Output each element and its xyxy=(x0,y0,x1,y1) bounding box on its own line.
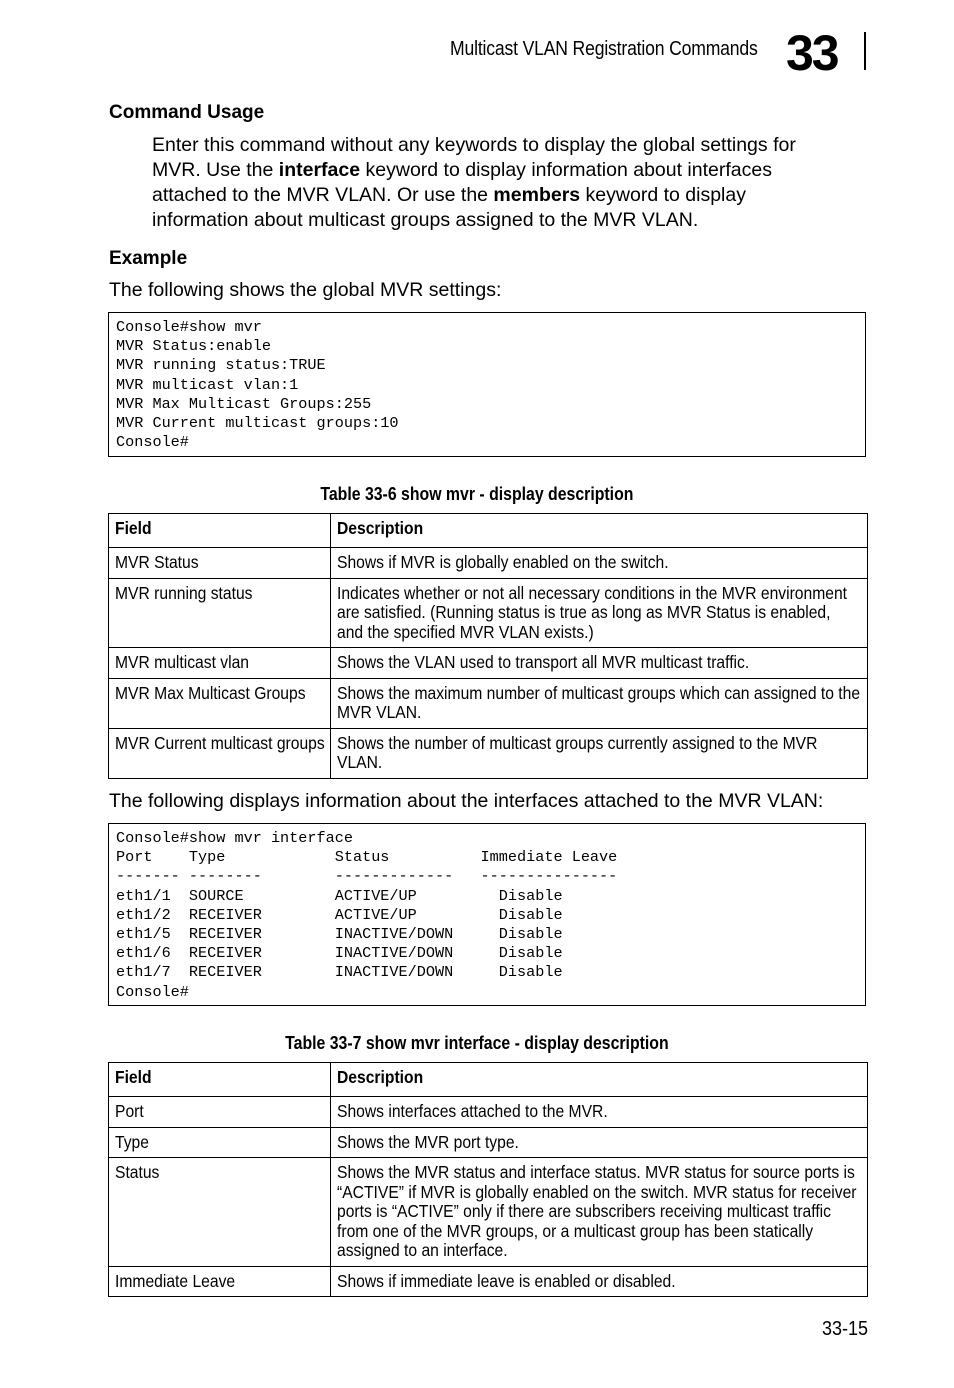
caption-text: Table 33-6 show mvr - display description xyxy=(320,484,634,504)
table-row xyxy=(109,728,868,778)
description-cell: Shows if MVR is globally enabled on the switch. xyxy=(331,548,868,579)
usage-line-1 xyxy=(152,133,796,158)
table-row xyxy=(109,1097,868,1128)
table-header-row xyxy=(109,514,868,548)
field-cell: Status xyxy=(109,1158,331,1267)
interface-keyword: interface xyxy=(278,159,361,181)
usage-text: Enter this command without any keywords to display the global settings for xyxy=(152,134,796,156)
code-block-show-mvr-interface xyxy=(108,823,866,1006)
chapter-number: 33 xyxy=(786,25,838,81)
page-number: 33-15 xyxy=(822,1318,869,1340)
table-row xyxy=(109,1266,868,1297)
table-row xyxy=(109,548,868,579)
members-keyword: members xyxy=(493,184,581,206)
header-description: Description xyxy=(331,1063,868,1097)
header-field: Field xyxy=(109,514,331,548)
description-cell: Shows the MVR status and interface status. MVR status for source ports is “ACTIVE” if MVR is globally enabled on the switch. MVR status for receiver ports is “ACTIVE” only if there are subscribers receiving multicast traffic from one of the MVR groups, or a multicast group has been statically assigned to an interface. xyxy=(331,1158,868,1267)
table-row xyxy=(109,648,868,679)
table-row xyxy=(109,1127,868,1158)
table-row xyxy=(109,1158,868,1267)
usage-text: keyword to display xyxy=(580,184,746,206)
field-cell: MVR multicast vlan xyxy=(109,648,331,679)
field-cell: Port xyxy=(109,1097,331,1128)
table-row xyxy=(109,678,868,728)
description-cell: Shows the VLAN used to transport all MVR multicast traffic. xyxy=(331,648,868,679)
caption-text: Table 33-7 show mvr interface - display description xyxy=(285,1033,669,1053)
table-33-6-caption xyxy=(0,484,954,505)
field-cell: MVR Status xyxy=(109,548,331,579)
command-usage-heading: Command Usage xyxy=(109,102,265,123)
usage-line-4 xyxy=(152,208,698,233)
header-description: Description xyxy=(331,514,868,548)
header-field: Field xyxy=(109,1063,331,1097)
usage-line-2 xyxy=(152,158,772,183)
description-cell: Shows if immediate leave is enabled or disabled. xyxy=(331,1266,868,1297)
table-header-row xyxy=(109,1063,868,1097)
table-33-7-caption xyxy=(0,1033,954,1054)
code-text: Console#show mvr MVR Status:enable MVR running status:TRUE MVR multicast vlan:1 MVR Max Multicast Groups:255 MVR Current multicast groups:10 Console# xyxy=(116,318,399,452)
usage-line-3 xyxy=(152,183,746,208)
field-cell: Type xyxy=(109,1127,331,1158)
usage-text: information about multicast groups assigned to the MVR VLAN. xyxy=(152,209,699,231)
example-intro-2: The following displays information about the interfaces attached to the MVR VLAN: xyxy=(109,790,824,812)
table-33-6 xyxy=(108,513,868,779)
field-cell: Immediate Leave xyxy=(109,1266,331,1297)
usage-text: MVR. Use the xyxy=(152,159,279,181)
example-intro-1: The following shows the global MVR settings: xyxy=(109,279,502,301)
description-cell: Shows the number of multicast groups currently assigned to the MVR VLAN. xyxy=(331,728,868,778)
code-block-show-mvr xyxy=(108,312,866,457)
field-cell: MVR Current multicast groups xyxy=(109,728,331,778)
description-cell: Indicates whether or not all necessary conditions in the MVR environment are satisfied. (Running status is true as long as MVR Status is enabled, and the specified MVR VLAN exists.) xyxy=(331,578,868,648)
field-cell: MVR Max Multicast Groups xyxy=(109,678,331,728)
code-text: Console#show mvr interface Port Type Status Immediate Leave ------- -------- ------------- --------------- eth1/1 SOURCE ACTIVE/UP Disable eth1/2 RECEIVER ACTIVE/UP Disable eth1/5 RECEIVER INACTIVE/DOWN Disable eth1/6 RECEIVER INACTIVE/DOWN Disable eth1/7 RECEIVER INACTIVE/DOWN Disable Console# xyxy=(116,829,618,1001)
field-cell: MVR running status xyxy=(109,578,331,648)
description-cell: Shows interfaces attached to the MVR. xyxy=(331,1097,868,1128)
chapter-divider xyxy=(864,32,866,70)
example-heading: Example xyxy=(109,248,188,269)
usage-text: attached to the MVR VLAN. Or use the xyxy=(152,184,494,206)
table-33-7 xyxy=(108,1062,868,1297)
table-row xyxy=(109,578,868,648)
description-cell: Shows the maximum number of multicast groups which can assigned to the MVR VLAN. xyxy=(331,678,868,728)
usage-text: keyword to display information about interfaces xyxy=(360,159,772,181)
running-header-title: Multicast VLAN Registration Commands xyxy=(450,38,758,60)
description-cell: Shows the MVR port type. xyxy=(331,1127,868,1158)
